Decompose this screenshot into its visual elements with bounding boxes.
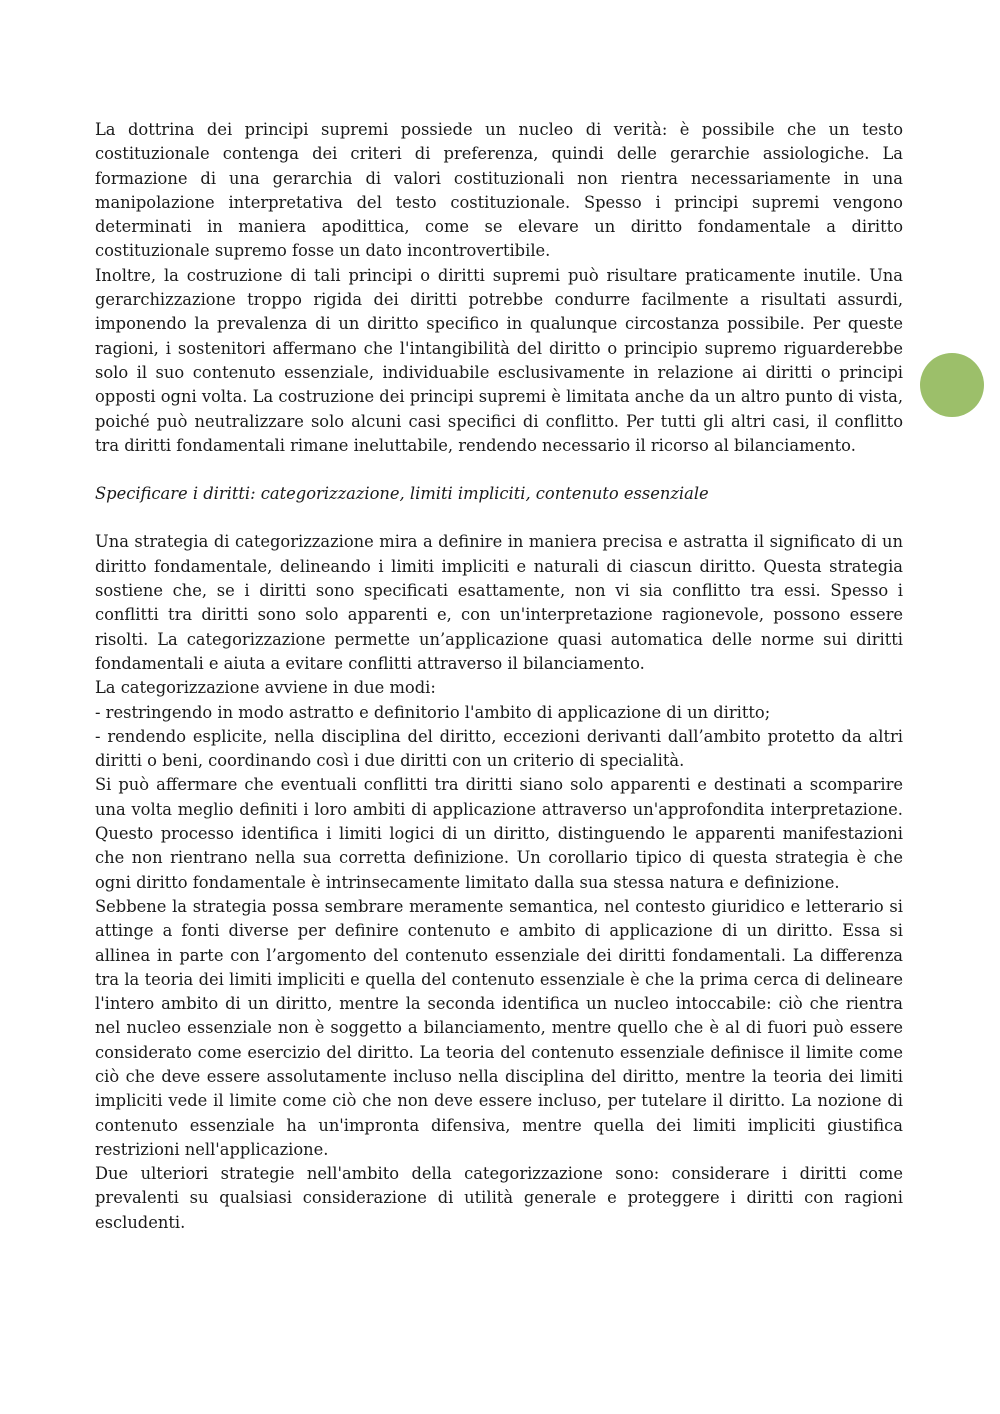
paragraph: Una strategia di categorizzazione mira a definire in maniera precisa e astratta il significato di un diritto fondamentale, delineando i limiti impliciti e naturali di ciascun diritto. Questa strategia sostiene che, se i diritti sono specificati esattamente, non vi sia conflitto tra essi. Spesso i conflitti tra diritti sono solo apparenti e, con un'interpretazione ragionevole, possono essere risolti. La categorizzazione permette un’applicazione quasi automatica delle norme sui diritti fondamentali e aiuta a evitare conflitti attraverso il bilanciamento. [95,532,903,673]
paragraph: La dottrina dei principi supremi possiede un nucleo di verità: è possibile che un testo costituzionale contenga dei criteri di preferenza, quindi delle gerarchie assiologiche. La formazione di una gerarchia di valori costituzionali non rientra necessariamente in una manipolazione interpretativa del testo costituzionale. Spesso i principi supremi vengono determinati in maniera apodittica, come se elevare un diritto fondamentale a diritto costituzionale supremo fosse un dato incontrovertibile. [95,120,903,261]
section-heading: Specificare i diritti: categorizzazione, limiti impliciti, contenuto essenziale [95,484,709,504]
paragraph: Inoltre, la costruzione di tali principi o diritti supremi può risultare praticamente inutile. Una gerarchizzazione troppo rigida dei diritti potrebbe condurre facilmente a risultati assurdi, imponendo la prevalenza di un diritto specifico in qualunque circostanza possibile. Per queste ragioni, i sostenitori affermano che l'intangibilità del diritto o principio supremo riguarderebbe solo il suo contenuto essenziale, individuabile esclusivamente in relazione ai diritti o principi opposti ogni volta. La costruzione dei principi supremi è limitata anche da un altro punto di vista, poiché può neutralizzare solo alcuni casi specifici di conflitto. Per tutti gli altri casi, il conflitto tra diritti fondamentali rimane ineluttabile, rendendo necessario il ricorso al bilanciamento. [95,265,903,455]
paragraph: Sebbene la strategia possa sembrare meramente semantica, nel contesto giuridico e letterario si attinge a fonti diverse per definire contenuto e ambito di applicazione di un diritto. Essa si allinea in parte con l’argomento del contenuto essenziale dei diritti fondamentali. La differenza tra la teoria dei limiti impliciti e quella del contenuto essenziale è che la prima cerca di delineare l'intero ambito di un diritto, mentre la seconda identifica un nucleo intoccabile: ciò che rientra nel nucleo essenziale non è soggetto a bilanciamento, mentre quello che è al di fuori può essere considerato come esercizio del diritto. La teoria del contenuto essenziale definisce il limite come ciò che deve essere assolutamente incluso nella disciplina del diritto, mentre la teoria dei limiti impliciti vede il limite come ciò che non deve essere incluso, per tutelare il diritto. La nozione di contenuto essenziale ha un'impronta difensiva, mentre quella dei limiti impliciti giustifica restrizioni nell'applicazione. [95,896,903,1159]
document-body [95,118,903,1235]
paragraph: La categorizzazione avviene in due modi: [95,678,436,698]
list-item: - rendendo esplicite, nella disciplina del diritto, eccezioni derivanti dall’ambito protetto da altri diritti o beni, coordinando così i due diritti con un criterio di specialità. [95,726,903,771]
decorative-circle [920,353,984,417]
list-item: - restringendo in modo astratto e definitorio l'ambito di applicazione di un diritto; [95,702,771,722]
paragraph: Si può affermare che eventuali conflitti tra diritti siano solo apparenti e destinati a scomparire una volta meglio definiti i loro ambiti di applicazione attraverso un'approfondita interpretazione. Questo processo identifica i limiti logici di un diritto, distinguendo le apparenti manifestazioni che non rientrano nella sua corretta definizione. Un corollario tipico di questa strategia è che ogni diritto fondamentale è intrinsecamente limitato dalla sua stessa natura e definizione. [95,775,903,892]
paragraph: Due ulteriori strategie nell'ambito della categorizzazione sono: considerare i diritti come prevalenti su qualsiasi considerazione di utilità generale e proteggere i diritti con ragioni escludenti. [95,1164,903,1232]
